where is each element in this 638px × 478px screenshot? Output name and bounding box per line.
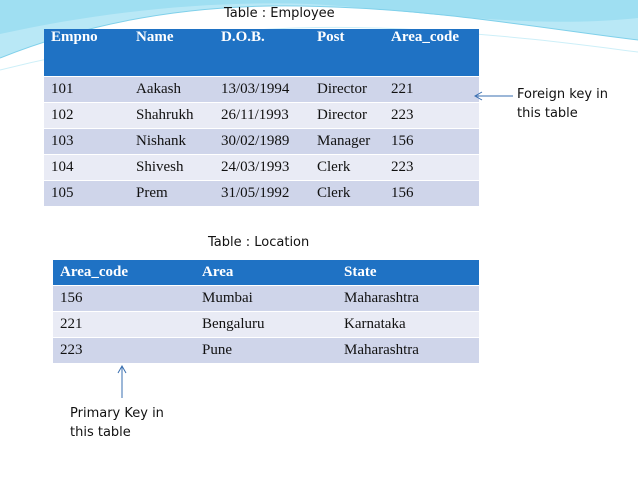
primary-key-arrow-icon [118, 366, 126, 398]
location-table [53, 260, 479, 363]
header-name: Name [129, 29, 214, 77]
cell-post: Director [310, 103, 384, 129]
foreign-key-note-line2: this table [517, 106, 578, 121]
cell-area-code: 223 [53, 338, 195, 364]
header-state: State [337, 260, 479, 286]
primary-key-note [70, 404, 180, 442]
cell-dob: 26/11/1993 [214, 103, 310, 129]
cell-area: Bengaluru [195, 312, 337, 338]
cell-area-code: 156 [384, 129, 479, 155]
cell-empno: 104 [44, 155, 129, 181]
cell-empno: 105 [44, 181, 129, 207]
cell-area: Pune [195, 338, 337, 364]
header-area-code: Area_code [384, 29, 479, 77]
foreign-key-note [517, 85, 627, 123]
cell-post: Clerk [310, 155, 384, 181]
cell-state: Karnataka [337, 312, 479, 338]
foreign-key-note-line1: Foreign key in [517, 87, 608, 102]
cell-area-code: 223 [384, 103, 479, 129]
cell-state: Maharashtra [337, 286, 479, 312]
table-row [53, 312, 479, 338]
table-row [44, 155, 479, 181]
table-row [53, 286, 479, 312]
cell-post: Clerk [310, 181, 384, 207]
table-row [53, 338, 479, 364]
table-row [44, 129, 479, 155]
foreign-key-arrow-icon [475, 92, 513, 100]
cell-empno: 102 [44, 103, 129, 129]
table-row [44, 103, 479, 129]
cell-empno: 101 [44, 77, 129, 103]
header-empno: Empno [44, 29, 129, 77]
cell-post: Manager [310, 129, 384, 155]
cell-dob: 24/03/1993 [214, 155, 310, 181]
cell-dob: 30/02/1989 [214, 129, 310, 155]
cell-dob: 31/05/1992 [214, 181, 310, 207]
table-row [44, 181, 479, 207]
cell-area-code: 221 [53, 312, 195, 338]
location-table-caption: Table : Location [208, 235, 310, 250]
cell-state: Maharashtra [337, 338, 479, 364]
cell-empno: 103 [44, 129, 129, 155]
cell-post: Director [310, 77, 384, 103]
cell-area-code: 156 [53, 286, 195, 312]
primary-key-note-line2: this table [70, 425, 131, 440]
header-dob: D.O.B. [214, 29, 310, 77]
cell-area-code: 221 [384, 77, 479, 103]
cell-dob: 13/03/1994 [214, 77, 310, 103]
employee-header-row [44, 29, 479, 77]
cell-name: Prem [129, 181, 214, 207]
cell-name: Shivesh [129, 155, 214, 181]
cell-name: Aakash [129, 77, 214, 103]
cell-name: Nishank [129, 129, 214, 155]
location-header-row [53, 260, 479, 286]
cell-area: Mumbai [195, 286, 337, 312]
primary-key-note-line1: Primary Key in [70, 406, 164, 421]
cell-name: Shahrukh [129, 103, 214, 129]
cell-area-code: 223 [384, 155, 479, 181]
employee-table [44, 29, 479, 206]
header-area-code: Area_code [53, 260, 195, 286]
employee-table-caption: Table : Employee [224, 6, 335, 21]
header-area: Area [195, 260, 337, 286]
cell-area-code: 156 [384, 181, 479, 207]
table-row [44, 77, 479, 103]
header-post: Post [310, 29, 384, 77]
